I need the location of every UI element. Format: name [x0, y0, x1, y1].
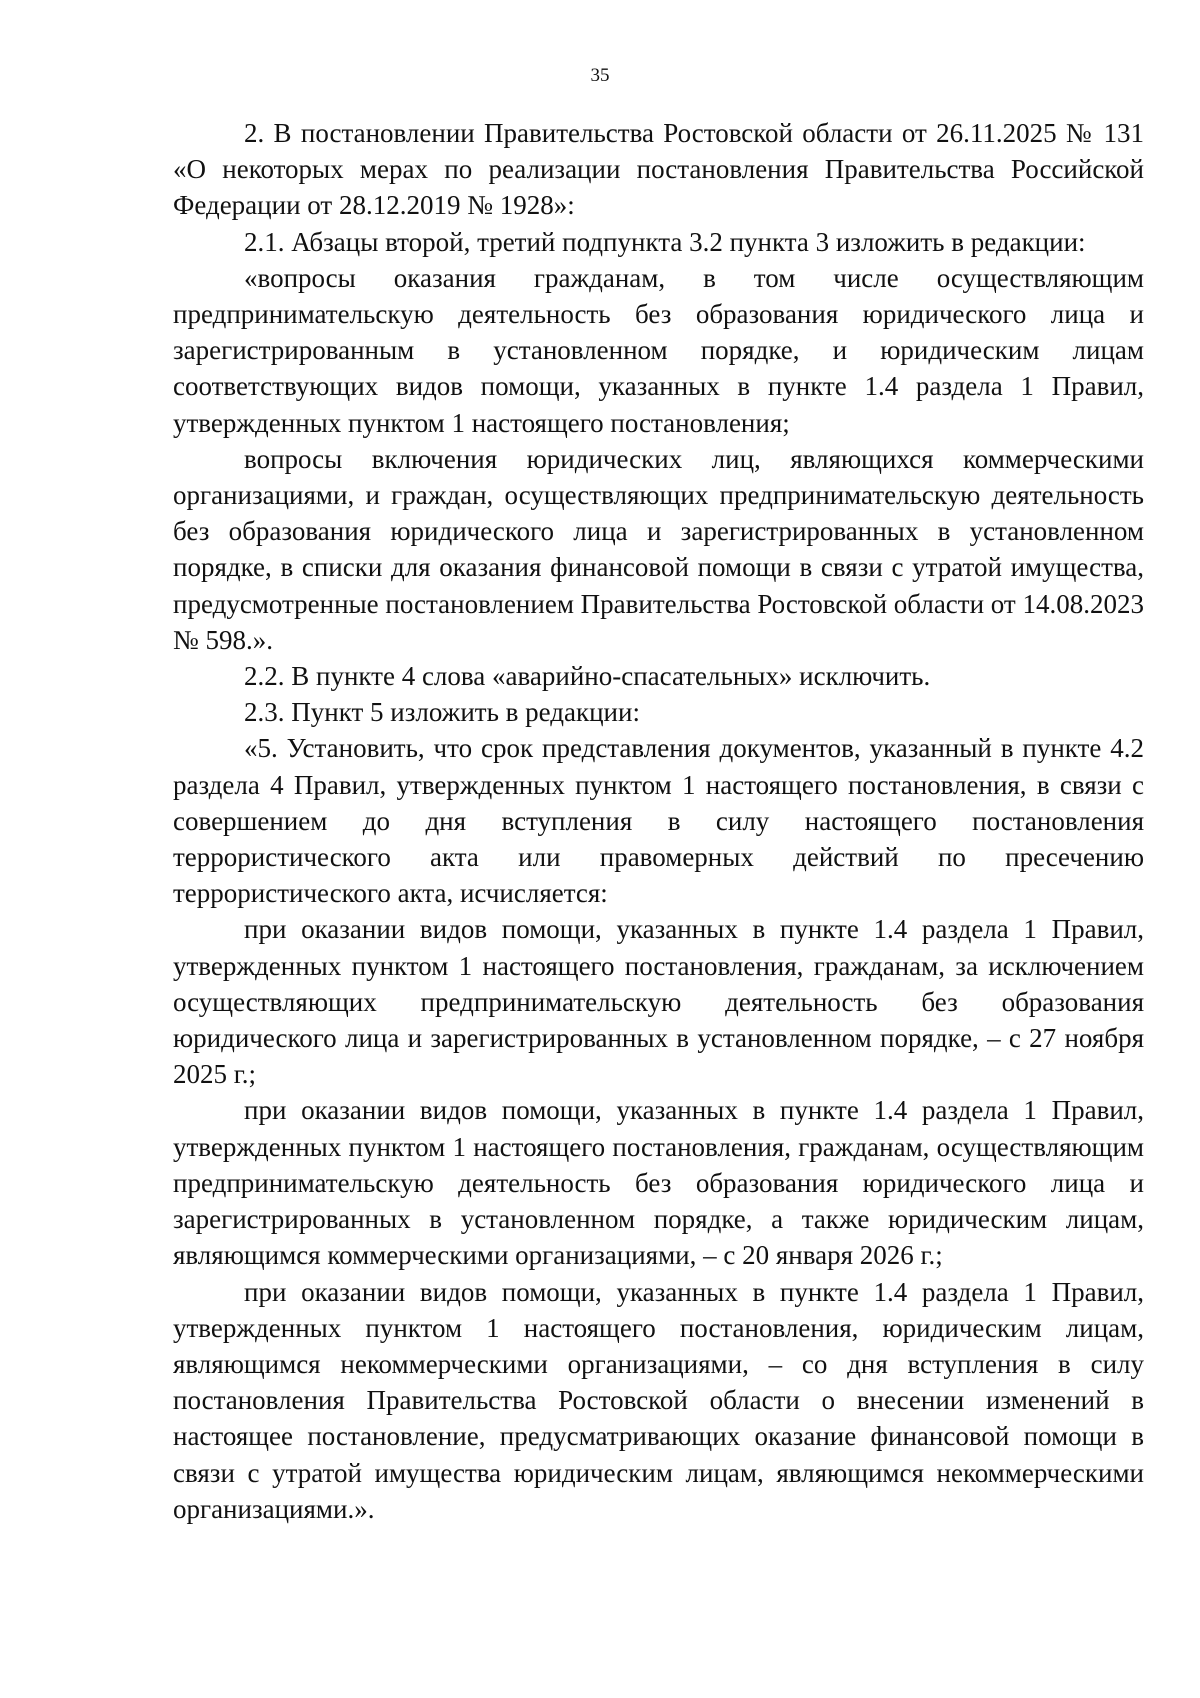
paragraph-term-nonprofits: при оказании видов помощи, указанных в пункте 1.4 раздела 1 Правил, утвержденных пунктом 1 настоящего постановления, юридическим лицам, являющимся некоммерческими организациями, – со дня вступления в силу постановления Правительства Ростовской области о внесении изменений в настоящее постановление, предусматривающих оказание финансовой помощи в связи с утратой имущества юридическим лицам, являющимся некоммерческими организациями.».: [173, 1276, 1144, 1524]
paragraph-term-entrepreneurs: при оказании видов помощи, указанных в пункте 1.4 раздела 1 Правил, утвержденных пунктом 1 настоящего постановления, гражданам, осуществляющим предпринимательскую деятельность без образования юридического лица и зарегистрированных в установленном порядке, а также юридическим лицам, являющимся коммерческими организациями, – с 20 января 2026 г.;: [173, 1095, 1144, 1271]
document-body: [173, 115, 1144, 1527]
paragraph-amendment-2-3: 2.3. Пункт 5 изложить в редакции:: [244, 697, 640, 728]
paragraph-quoted-abzac-1: «вопросы оказания гражданам, в том числе осуществляющим предпринимательскую деятельность без образования юридического лица и зарегистрированным в установленном порядке, и юридическим лицам соответствующих видов помощи, указанных в пункте 1.4 раздела 1 Правил, утвержденных пунктом 1 настоящего постановления;: [173, 262, 1144, 438]
paragraph-quoted-point-5: «5. Установить, что срок представления документов, указанный в пункте 4.2 раздела 4 Правил, утвержденных пунктом 1 настоящего постановления, в связи с совершением до дня вступления в силу настоящего постановления террористического акта или правомерных действий по пресечению террористического акта, исчисляется:: [173, 733, 1144, 909]
paragraph-amendment-2-1: 2.1. Абзацы второй, третий подпункта 3.2 пункта 3 изложить в редакции:: [244, 226, 1086, 257]
page-number: 35: [590, 65, 610, 86]
paragraph-amendment-2: 2. В постановлении Правительства Ростовской области от 26.11.2025 № 131 «О некоторых мерах по реализации постановления Правительства Российской Федерации от 28.12.2019 № 1928»:: [173, 118, 1144, 221]
paragraph-term-citizens: при оказании видов помощи, указанных в пункте 1.4 раздела 1 Правил, утвержденных пунктом 1 настоящего постановления, гражданам, за исключением осуществляющих предпринимательскую деятельность без образования юридического лица и зарегистрированных в установленном порядке, – с 27 ноября 2025 г.;: [173, 914, 1144, 1090]
paragraph-amendment-2-2: 2.2. В пункте 4 слова «аварийно-спасательных» исключить.: [244, 661, 931, 692]
paragraph-quoted-abzac-2: вопросы включения юридических лиц, являющихся коммерческими организациями, и граждан, осуществляющих предпринимательскую деятельность без образования юридического лица и зарегистрированных в установленном порядке, в списки для оказания финансовой помощи в связи с утратой имущества, предусмотренные постановлением Правительства Ростовской области от 14.08.2023 № 598.».: [173, 443, 1144, 655]
